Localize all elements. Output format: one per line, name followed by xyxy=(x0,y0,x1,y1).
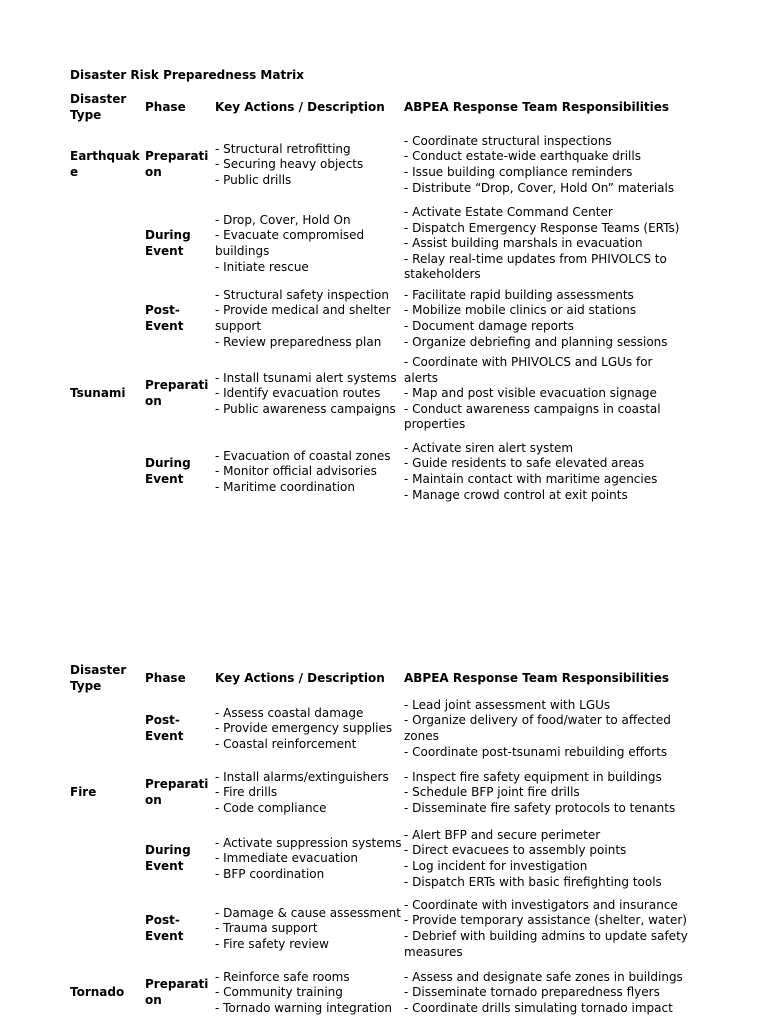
table-header-row xyxy=(70,662,690,696)
disaster-type-cell: Tornado xyxy=(70,985,125,1000)
disaster-type-cell xyxy=(70,696,145,762)
table-row xyxy=(70,964,690,1022)
key-actions-cell: - Structural safety inspection - Provide medical and shelter support - Review preparedness plan xyxy=(215,287,391,349)
key-actions-cell: - Structural retrofitting - Securing heavy objects - Public drills xyxy=(215,141,364,187)
disaster-type-cell xyxy=(70,894,145,964)
responsibilities-cell: - Coordinate structural inspections - Conduct estate-wide earthquake drills - Issue building compliance reminders - Distribute “Drop, Cover, Hold On” materials xyxy=(404,133,675,195)
table-row xyxy=(70,125,690,205)
responsibilities-cell: - Activate siren alert system - Guide residents to safe elevated areas - Maintain contact with maritime agencies - Manage crowd control at exit points xyxy=(404,440,658,502)
phase-cell: Preparation xyxy=(145,977,209,1007)
disaster-type-cell xyxy=(70,433,145,511)
header-responsibilities: ABPEA Response Team Responsibilities xyxy=(404,671,669,686)
table-row xyxy=(70,762,690,824)
preparedness-table-1 xyxy=(70,91,690,511)
phase-cell: Preparation xyxy=(145,149,209,179)
table-row xyxy=(70,894,690,964)
phase-cell: Post-Event xyxy=(145,913,184,943)
disaster-type-cell: Tsunami xyxy=(70,386,126,401)
responsibilities-cell: - Alert BFP and secure perimeter - Direct evacuees to assembly points - Log incident for investigation - Dispatch ERTs with basic firefighting tools xyxy=(404,827,662,889)
phase-cell: During Event xyxy=(145,843,191,873)
key-actions-cell: - Install alarms/extinguishers - Fire drills - Code compliance xyxy=(215,769,389,815)
key-actions-cell: - Activate suppression systems - Immediate evacuation - BFP coordination xyxy=(215,835,402,881)
header-disaster-type: Disaster Type xyxy=(70,663,127,693)
disaster-type-cell xyxy=(70,205,145,283)
table-row xyxy=(70,824,690,894)
key-actions-cell: - Evacuation of coastal zones - Monitor official advisories - Maritime coordination xyxy=(215,448,391,494)
responsibilities-cell: - Inspect fire safety equipment in buildings - Schedule BFP joint fire drills - Disseminate fire safety protocols to tenants xyxy=(404,769,676,815)
disaster-type-cell: Earthquake xyxy=(70,149,140,179)
responsibilities-cell: - Assess and designate safe zones in buildings - Disseminate tornado preparedness flyers - Coordinate drills simulating tornado impact xyxy=(404,969,683,1015)
preparedness-table-2 xyxy=(70,662,690,1022)
responsibilities-cell: - Coordinate with PHIVOLCS and LGUs for alerts - Map and post visible evacuation signage - Conduct awareness campaigns in coastal properties xyxy=(404,354,661,432)
phase-cell: Preparation xyxy=(145,378,209,408)
responsibilities-cell: - Lead joint assessment with LGUs - Organize delivery of food/water to affected zones - Coordinate post-tsunami rebuilding efforts xyxy=(404,697,671,759)
phase-cell: Post-Event xyxy=(145,713,184,743)
key-actions-cell: - Install tsunami alert systems - Identify evacuation routes - Public awareness campaigns xyxy=(215,370,397,416)
table-row xyxy=(70,355,690,433)
header-phase: Phase xyxy=(145,671,186,686)
key-actions-cell: - Drop, Cover, Hold On - Evacuate compromised buildings - Initiate rescue xyxy=(215,212,365,274)
phase-cell: Preparation xyxy=(145,777,209,807)
header-key-actions: Key Actions / Description xyxy=(215,100,385,115)
key-actions-cell: - Reinforce safe rooms - Community training - Tornado warning integration xyxy=(215,969,393,1015)
phase-cell: During Event xyxy=(145,228,191,258)
table-row xyxy=(70,696,690,762)
table-row xyxy=(70,283,690,355)
disaster-type-cell xyxy=(70,283,145,355)
disaster-type-cell: Fire xyxy=(70,785,97,800)
document-title: Disaster Risk Preparedness Matrix xyxy=(70,68,304,82)
responsibilities-cell: - Coordinate with investigators and insurance - Provide temporary assistance (shelter, water) - Debrief with building admins to update safety measures xyxy=(404,897,688,959)
key-actions-cell: - Assess coastal damage - Provide emergency supplies - Coastal reinforcement xyxy=(215,705,393,751)
table-header-row xyxy=(70,91,690,125)
header-disaster-type: Disaster Type xyxy=(70,92,127,122)
responsibilities-cell: - Facilitate rapid building assessments - Mobilize mobile clinics or aid stations - Document damage reports - Organize debriefing and planning sessions xyxy=(404,287,668,349)
key-actions-cell: - Damage & cause assessment - Trauma support - Fire safety review xyxy=(215,905,401,951)
header-key-actions: Key Actions / Description xyxy=(215,671,385,686)
header-phase: Phase xyxy=(145,100,186,115)
phase-cell: During Event xyxy=(145,456,191,486)
responsibilities-cell: - Activate Estate Command Center - Dispatch Emergency Response Teams (ERTs) - Assist building marshals in evacuation - Relay real-time updates from PHIVOLCS to stakeholders xyxy=(404,205,680,282)
disaster-type-cell xyxy=(70,824,145,894)
header-responsibilities: ABPEA Response Team Responsibilities xyxy=(404,100,669,115)
table-row xyxy=(70,433,690,511)
phase-cell: Post-Event xyxy=(145,303,184,333)
table-row xyxy=(70,205,690,283)
